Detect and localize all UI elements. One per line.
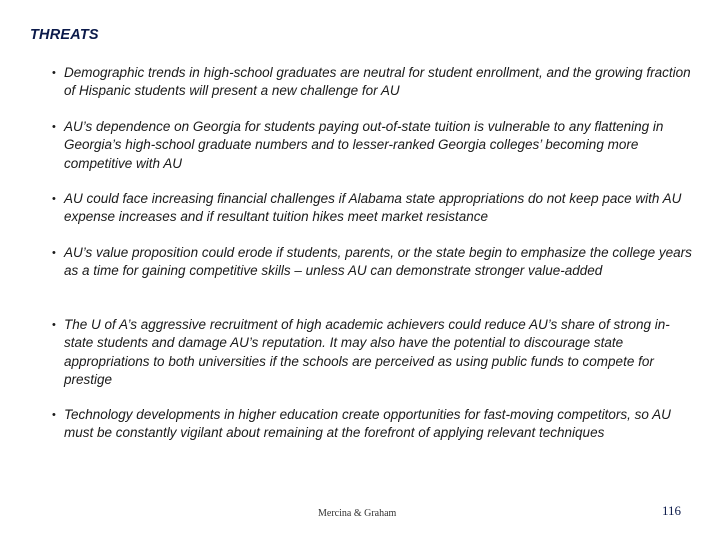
bullet-text: Demographic trends in high-school graduates are neutral for student enrollment, and the growing fraction of Hispanic students will present a new challenge for AU [64,65,691,99]
bullet-text: AU could face increasing financial challenges if Alabama state appropriations do not keep pace with AU expense increases and if resultant tuition hikes meet market resistance [64,191,682,225]
bullet-text: The U of A’s aggressive recruitment of high academic achievers could reduce AU’s share of strong in-state students and damage AU’s reputation. It may also have the potential to discourage state appropriations to both universities if the schools are perceived as using public funds to compete for prestige [64,317,670,387]
bullet-icon: • [52,193,56,205]
footer-author: Mercina & Graham [318,508,397,519]
bullet-icon: • [52,67,56,79]
slide-title: THREATS [30,27,99,43]
list-item [52,118,692,173]
bullet-icon: • [52,247,56,259]
list-item [52,64,692,101]
bullet-icon: • [52,121,56,133]
page-number: 116 [662,503,682,518]
list-item [52,190,692,227]
list-item [52,316,692,389]
bullet-text: AU’s dependence on Georgia for students paying out-of-state tuition is vulnerable to any flattening in Georgia’s high-school graduate numbers and to lesser-ranked Georgia colleges’ becoming more competitive with AU [64,119,664,171]
bullet-text: Technology developments in higher education create opportunities for fast-moving competitors, so AU must be constantly vigilant about remaining at the forefront of applying relevant techniques [64,407,671,441]
list-item [52,244,692,281]
bullet-text: AU’s value proposition could erode if students, parents, or the state begin to emphasize the college years as a time for gaining competitive skills – unless AU can demonstrate stronger value-added [64,245,692,279]
list-item [52,406,692,443]
bullet-icon: • [52,409,56,421]
bullet-icon: • [52,319,56,331]
